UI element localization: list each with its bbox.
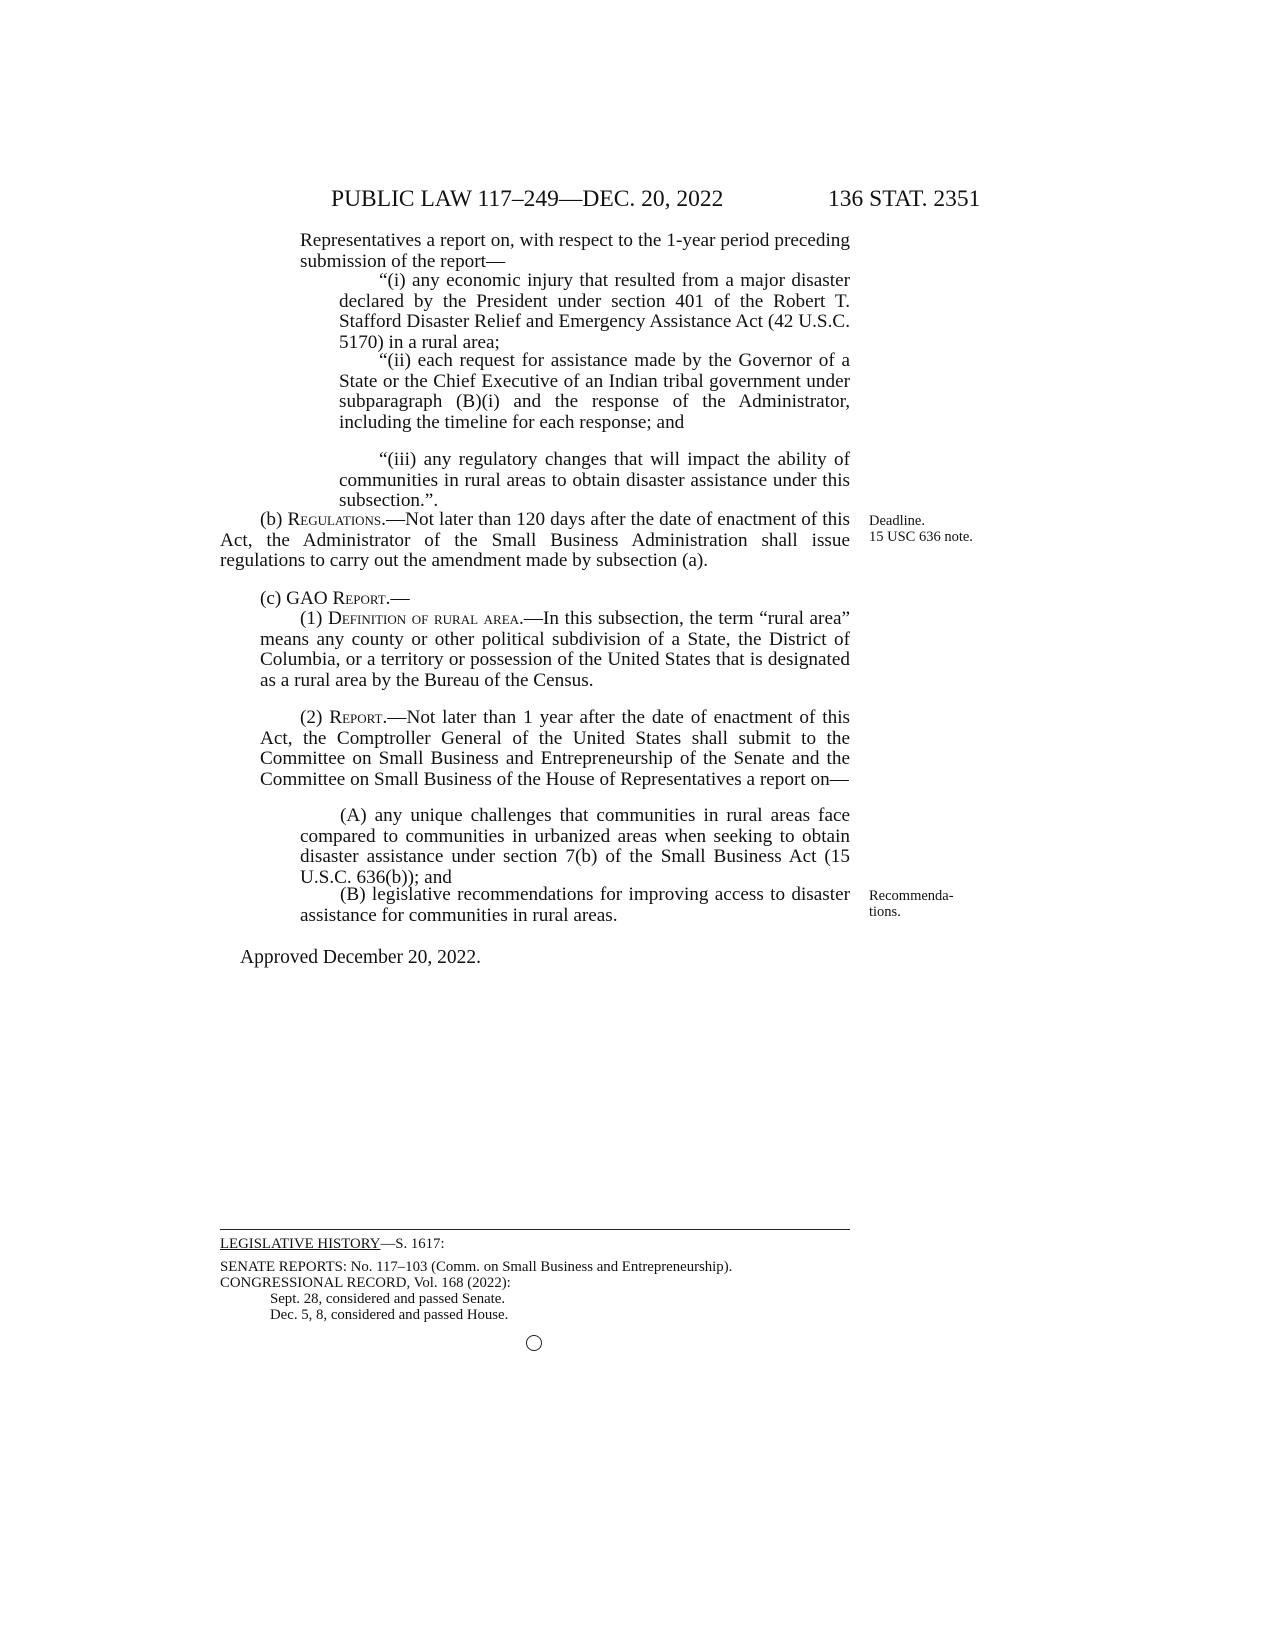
margin-note-recommendations-2: tions.	[869, 904, 901, 920]
running-header-title: PUBLIC LAW 117–249—DEC. 20, 2022	[331, 186, 724, 212]
clause-i	[339, 271, 850, 353]
clause-iii-text: “(iii) any regulatory changes that will impact the ability of communities in rural areas to obtain disaster assistance under this subsection.”.	[339, 449, 850, 512]
paragraph-intro-text: Representatives a report on, with respect to the 1-year period preceding submission of the report—	[300, 230, 850, 272]
legislative-history-title	[220, 1236, 445, 1253]
margin-note-deadline	[869, 513, 973, 545]
end-mark-circle-icon	[525, 1334, 543, 1352]
footer-divider	[220, 1229, 850, 1230]
subsection-c	[260, 589, 850, 610]
paragraph-c2	[260, 708, 850, 790]
legislative-history-heading: LEGISLATIVE HISTORY	[220, 1236, 381, 1252]
subsection-c-tail: .—	[385, 588, 410, 609]
subsection-c-label: (c) GAO	[260, 588, 333, 609]
clause-iii	[339, 450, 850, 512]
subsection-b	[220, 510, 850, 572]
item-B-text: (B) legislative recommendations for improving access to disaster assistance for communities in rural areas.	[300, 884, 850, 926]
legislative-history-bill: —S. 1617:	[380, 1236, 445, 1252]
clause-ii	[339, 351, 850, 433]
action-house: Dec. 5, 8, considered and passed House.	[270, 1307, 509, 1323]
paragraph-c1-text: .—In this subsection, the term “rural area” means any county or other political subdivision of a State, the District of Columbia, or a territory or possession of the United States that is designated as a rural area by the Bureau of the Census.	[260, 608, 851, 691]
clause-i-text: “(i) any economic injury that resulted from a major disaster declared by the President under section 401 of the Robert T. Stafford Disaster Relief and Emergency Assistance Act (42 U.S.C. 5170) in a rural area;	[339, 270, 850, 353]
paragraph-intro	[300, 231, 850, 272]
subsection-b-label: (b)	[260, 509, 288, 530]
subsection-b-text: .—Not later than 120 days after the date of enactment of this Act, the Administrator of the Small Business Administration shall issue regulations to carry out the amendment made by subsection (a).	[220, 509, 851, 572]
paragraph-c2-text: .—Not later than 1 year after the date of enactment of this Act, the Comptroller General of the United States shall submit to the Committee on Small Business and Entrepreneurship of the Senate and the Committee on Small Business of the House of Representatives a report on—	[260, 707, 850, 790]
margin-note-recommendations	[869, 888, 954, 920]
margin-note-usc: 15 USC 636 note.	[869, 529, 973, 545]
senate-reports: SENATE REPORTS: No. 117–103 (Comm. on Small Business and Entrepreneurship).	[220, 1259, 733, 1275]
margin-note-deadline-label: Deadline.	[869, 513, 925, 529]
margin-note-recommendations-1: Recommenda-	[869, 888, 954, 904]
subsection-b-heading: Regulations	[287, 509, 382, 530]
action-senate: Sept. 28, considered and passed Senate.	[270, 1291, 506, 1307]
subsection-c-heading: Report	[332, 588, 386, 609]
congressional-record: CONGRESSIONAL RECORD, Vol. 168 (2022):	[220, 1275, 511, 1291]
paragraph-c2-heading: Report	[329, 707, 383, 728]
paragraph-c1	[260, 609, 850, 691]
approval-date: Approved December 20, 2022.	[240, 947, 481, 968]
paragraph-c1-heading: Definition of rural area	[328, 608, 520, 629]
item-B	[300, 885, 850, 926]
item-A-text: (A) any unique challenges that communities in rural areas face compared to communities in urbanized areas when seeking to obtain disaster assistance under section 7(b) of the Small Business Act (15 U.S.C. 636(b)); and	[300, 805, 850, 888]
paragraph-c1-label: (1)	[300, 608, 328, 629]
paragraph-c2-label: (2)	[300, 707, 330, 728]
item-A	[300, 806, 850, 888]
clause-ii-text: “(ii) each request for assistance made by the Governor of a State or the Chief Executive of an Indian tribal government under subparagraph (B)(i) and the response of the Administrator, including the timeline for each response; and	[339, 350, 850, 433]
page-number: 136 STAT. 2351	[828, 186, 981, 212]
